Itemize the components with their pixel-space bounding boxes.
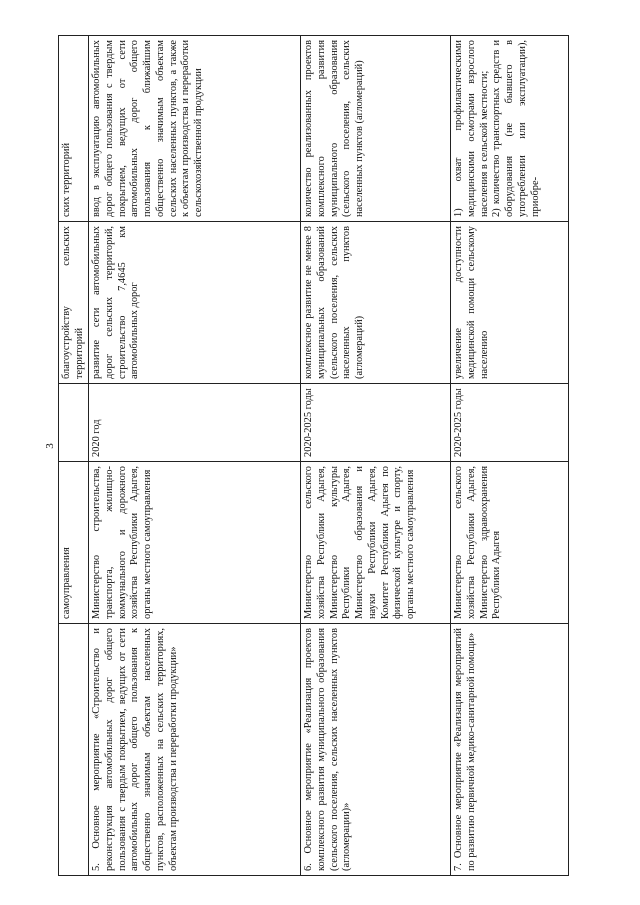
result-cell: развитие сети автомобильных дорог сельских территорий, строительство 7,4645 км автомобильных дорог <box>89 222 301 384</box>
period-cell: 2020-2025 годы <box>301 384 451 462</box>
indicator-cell: количество реализованных проектов комплексного развития муниципального образования (сельского поселения, сельских населенных пунктов (агломераций) <box>301 36 451 222</box>
executors-cell: Министерство строительства, транспорта, жилищно-коммунального и дорожного хозяйства Республики Адыгея, органы местного самоуправления <box>89 462 301 624</box>
period-cell: 2020 год <box>89 384 301 462</box>
header-cell-executors: самоуправления <box>59 462 89 624</box>
indicator-cell: ввод в эксплуатацию автомобильных дорог общего пользования с твердым покрытием, ведущих от сети автомобильных дорог общего пользования к ближайшим общественно значимым объектам сельских населенных пунктов, а также к объектам производства и переработки сельскохозяйственной продукции <box>89 36 301 222</box>
measure-cell: 5. Основное мероприятие «Строительство и реконструкция автомобильных дорог общего пользования с твердым покрытием, ведущих от сети автомобильных дорог общего пользования к общественно значимым объектам населенных пунктов, расположенных на сельских территориях, объектам производства и переработки продукции» <box>89 624 301 876</box>
table-row <box>451 36 569 876</box>
indicator-line: 1) охват профилактическими медицинскими осмотрами взрослого населения в сельской местности; <box>453 40 490 217</box>
table-header-row <box>59 36 89 876</box>
indicator-line: 2) количество транспортных средств и оборудования (не бывшего в употреблении или эксплуатации), приобре- <box>491 40 541 217</box>
table-row <box>301 36 451 876</box>
header-cell-measure <box>59 624 89 876</box>
header-cell-period <box>59 384 89 462</box>
header-cell-result: благоустройству сельских территорий <box>59 222 89 384</box>
executors-cell: Министерство сельского хозяйства Республики Адыгея, Министерство культуры Республики Адыгея, Министерство образования и науки Республики Адыгея, Комитет Республики Адыгея по физической культуре и спорту, органы местного самоуправления <box>301 462 451 624</box>
result-cell: увеличение доступности медицинской помощи сельскому населению <box>451 222 569 384</box>
period-cell: 2020-2025 годы <box>451 384 569 462</box>
header-cell-indicator: ских территорий <box>59 36 89 222</box>
measure-cell: 6. Основное мероприятие «Реализация проектов комплексного развития муниципального образования (сельского поселения, сельских населенных пунктов (агломерации)» <box>301 624 451 876</box>
program-measures-table <box>58 35 569 876</box>
indicator-cell <box>451 36 569 222</box>
executors-cell: Министерство сельского хозяйства Республики Адыгея, Министерство здравоохранения Республики Адыгея <box>451 462 569 624</box>
page-number: 3 <box>44 443 56 449</box>
result-cell: комплексное развитие не менее 8 муниципальных образований (сельского поселения, сельских населенных пунктов (агломераций) <box>301 222 451 384</box>
table-row <box>89 36 301 876</box>
rotated-table-container <box>58 36 578 876</box>
measure-cell: 7. Основное мероприятие «Реализация мероприятий по развитию первичной медико-санитарной помощи» <box>451 624 569 876</box>
